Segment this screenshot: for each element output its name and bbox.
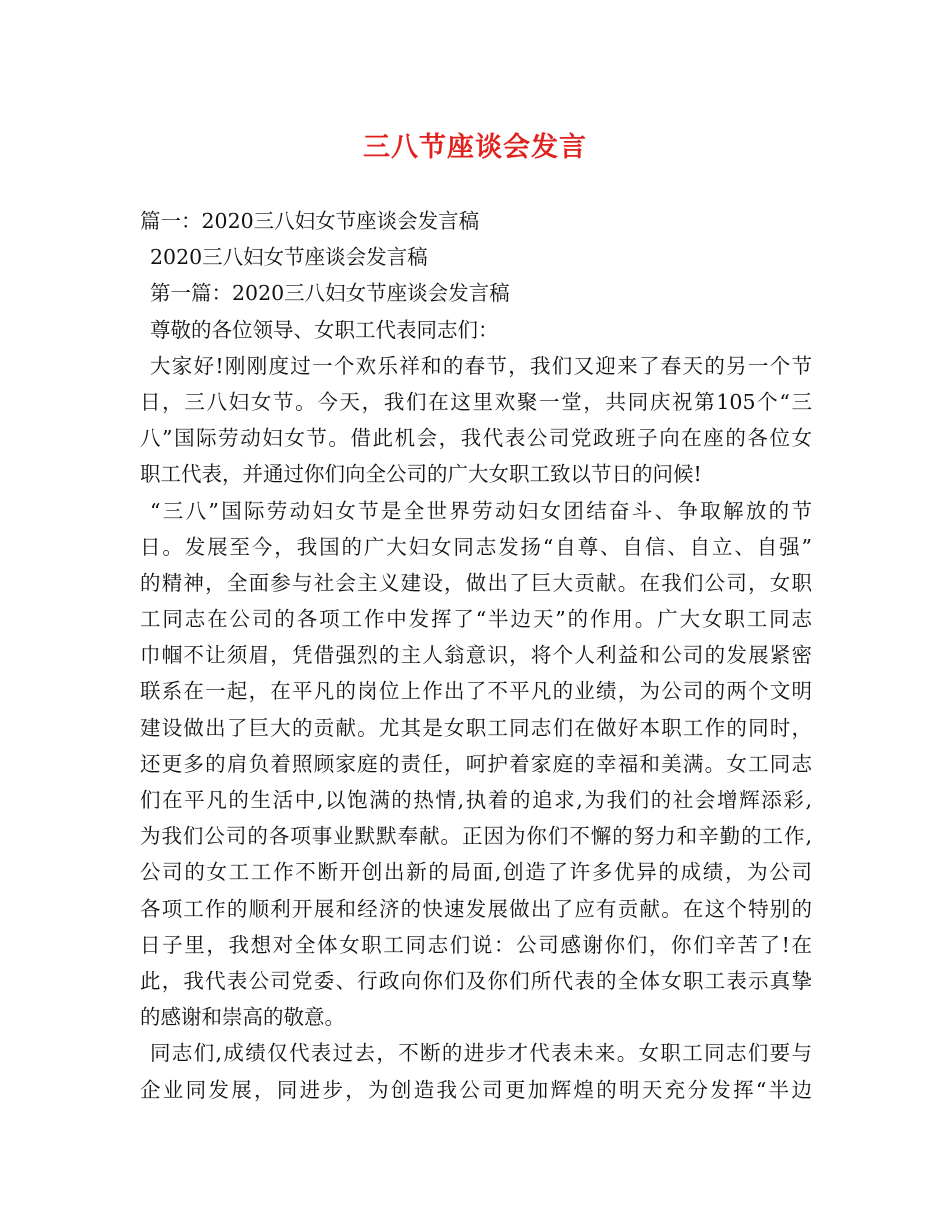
text-line: 日。发展至今，我国的广大妇女同志发扬“自尊、自信、自立、自强” [140,534,812,559]
text-line: 各项工作的顺利开展和经济的快速发展做出了应有贡献。在这个特别的 [140,896,812,921]
text-line: 联系在一起，在平凡的岗位上作出了不平凡的业绩，为公司的两个文明 [140,679,812,704]
text-line: 们在平凡的生活中,以饱满的热情,执着的追求,为我们的社会增辉添彩, [140,788,812,812]
document-body [140,203,812,1108]
text-line: 篇一：2020三八妇女节座谈会发言稿 [140,209,480,233]
text-line: 2020三八妇女节座谈会发言稿 [150,245,428,270]
text-line: 巾帼不让须眉，凭借强烈的主人翁意识，将个人利益和公司的发展紧密 [140,643,812,668]
text-line: 尊敬的各位领导、女职工代表同志们： [150,317,499,342]
text-line: 公司的女工工作不断开创出新的局面,创造了许多优异的成绩，为公司 [140,860,812,885]
text-line: 此，我代表公司党委、行政向你们及你们所代表的全体女职工表示真挚 [140,968,812,993]
text-line: 建设做出了巨大的贡献。尤其是女职工同志们在做好本职工作的同时， [140,715,812,740]
text-line: 工同志在公司的各项工作中发挥了“半边天”的作用。广大女职工同志 [140,607,812,632]
text-line: 企业同发展，同进步，为创造我公司更加辉煌的明天充分发挥“半边 [140,1077,812,1102]
text-line: 职工代表，并通过你们向全公司的广大女职工致以节日的问候! [140,462,702,487]
text-line: 日，三八妇女节。今天，我们在这里欢聚一堂，共同庆祝第105个“三 [140,389,812,414]
text-line: 为我们公司的各项事业默默奉献。正因为你们不懈的努力和辛勤的工作, [140,824,812,849]
text-line: 的感谢和崇高的敬意。 [140,1005,345,1030]
text-line: 同志们,成绩仅代表过去，不断的进步才代表未来。女职工同志们要与 [150,1041,812,1066]
document-title: 三八节座谈会发言 [363,132,587,163]
text-line: 还更多的肩负着照顾家庭的责任，呵护着家庭的幸福和美满。女工同志 [140,751,812,776]
text-line: 大家好!刚刚度过一个欢乐祥和的春节，我们又迎来了春天的另一个节 [150,353,812,378]
text-line: 的精神，全面参与社会主义建设，做出了巨大贡献。在我们公司，女职 [140,570,812,595]
text-line: 日子里，我想对全体女职工同志们说：公司感谢你们，你们辛苦了!在 [140,932,812,957]
text-line: 八”国际劳动妇女节。借此机会，我代表公司党政班子向在座的各位女 [140,426,812,451]
text-line: “三八”国际劳动妇女节是全世界劳动妇女团结奋斗、争取解放的节 [150,498,812,523]
text-line: 第一篇：2020三八妇女节座谈会发言稿 [150,281,510,306]
